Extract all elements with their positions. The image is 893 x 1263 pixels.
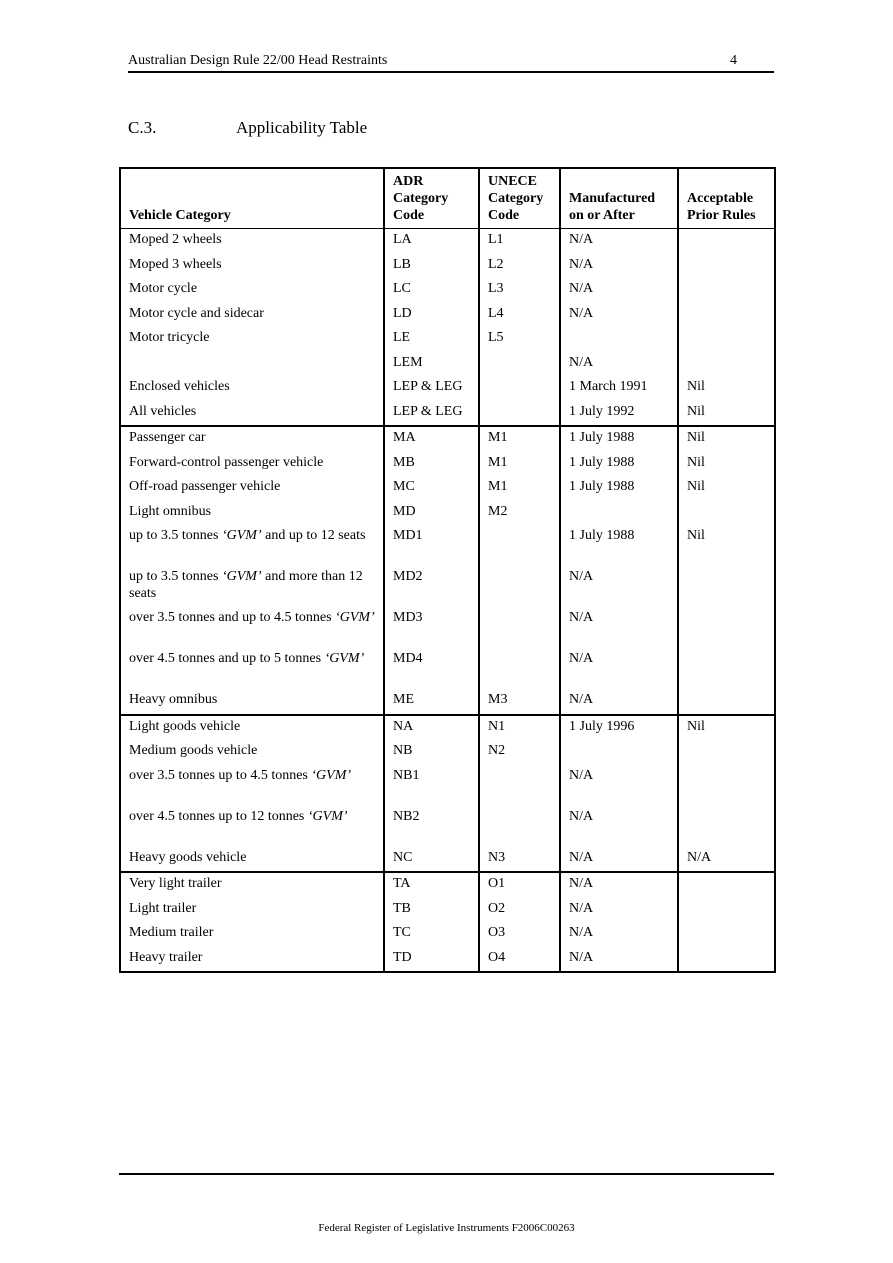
manufactured-cell: N/A	[560, 806, 678, 847]
adr-code-cell: MC	[384, 476, 479, 501]
table-row	[120, 648, 775, 689]
table-header-row	[120, 168, 775, 229]
vehicle-category-cell: over 4.5 tonnes up to 12 tonnes ‘GVM’	[120, 806, 384, 847]
page-number: 4	[730, 53, 737, 68]
prior-rules-cell	[678, 872, 775, 898]
prior-rules-cell: Nil	[678, 715, 775, 741]
prior-rules-cell: Nil	[678, 401, 775, 427]
unece-code-cell: N3	[479, 847, 560, 873]
section-number: C.3.	[128, 118, 157, 137]
vehicle-category-cell: over 3.5 tonnes up to 4.5 tonnes ‘GVM’	[120, 765, 384, 806]
vehicle-category-cell: Light goods vehicle	[120, 715, 384, 741]
unece-code-cell: N2	[479, 740, 560, 765]
vehicle-category-cell	[120, 352, 384, 377]
vehicle-category-cell: Light omnibus	[120, 501, 384, 526]
unece-code-cell	[479, 765, 560, 806]
prior-rules-cell	[678, 947, 775, 973]
table-row	[120, 278, 775, 303]
adr-code-cell: MD	[384, 501, 479, 526]
adr-code-cell: ME	[384, 689, 479, 715]
unece-code-cell: L3	[479, 278, 560, 303]
manufactured-cell: N/A	[560, 607, 678, 648]
header-vehicle-category: Vehicle Category	[120, 168, 384, 229]
header-unece-code: UNECE Category Code	[479, 168, 560, 229]
header-adr-code: ADR Category Code	[384, 168, 479, 229]
unece-code-cell	[479, 806, 560, 847]
vehicle-category-cell: Motor tricycle	[120, 327, 384, 352]
manufactured-cell: N/A	[560, 229, 678, 254]
unece-code-cell: O3	[479, 922, 560, 947]
adr-code-cell: NB	[384, 740, 479, 765]
adr-code-cell: LEP & LEG	[384, 401, 479, 427]
unece-code-cell: L2	[479, 254, 560, 279]
unece-code-cell	[479, 525, 560, 566]
vehicle-category-cell: up to 3.5 tonnes ‘GVM’ and up to 12 seats	[120, 525, 384, 566]
adr-code-cell: LE	[384, 327, 479, 352]
vehicle-category-cell: Medium goods vehicle	[120, 740, 384, 765]
table-row	[120, 303, 775, 328]
vehicle-category-cell: Motor cycle and sidecar	[120, 303, 384, 328]
prior-rules-cell	[678, 806, 775, 847]
vehicle-category-cell: Passenger car	[120, 426, 384, 452]
manufactured-cell: N/A	[560, 352, 678, 377]
running-head	[128, 52, 774, 73]
table-row	[120, 566, 775, 607]
unece-code-cell: M1	[479, 426, 560, 452]
adr-code-cell: TC	[384, 922, 479, 947]
table-row	[120, 501, 775, 526]
manufactured-cell: 1 July 1992	[560, 401, 678, 427]
unece-code-cell: L4	[479, 303, 560, 328]
manufactured-cell: N/A	[560, 689, 678, 715]
manufactured-cell: 1 March 1991	[560, 376, 678, 401]
adr-code-cell: MD3	[384, 607, 479, 648]
table-row	[120, 401, 775, 427]
prior-rules-cell	[678, 229, 775, 254]
unece-code-cell: N1	[479, 715, 560, 741]
prior-rules-cell	[678, 607, 775, 648]
prior-rules-cell: Nil	[678, 452, 775, 477]
manufactured-cell: 1 July 1988	[560, 525, 678, 566]
prior-rules-cell	[678, 689, 775, 715]
adr-code-cell: TD	[384, 947, 479, 973]
section-title: Applicability Table	[236, 118, 368, 137]
table-row	[120, 426, 775, 452]
unece-code-cell: M1	[479, 476, 560, 501]
vehicle-category-cell: Forward-control passenger vehicle	[120, 452, 384, 477]
table-row	[120, 922, 775, 947]
adr-code-cell: TB	[384, 898, 479, 923]
adr-code-cell: LD	[384, 303, 479, 328]
prior-rules-cell	[678, 740, 775, 765]
adr-code-cell: LEP & LEG	[384, 376, 479, 401]
manufactured-cell: N/A	[560, 847, 678, 873]
vehicle-category-cell: Light trailer	[120, 898, 384, 923]
table-row	[120, 376, 775, 401]
unece-code-cell	[479, 352, 560, 377]
vehicle-category-cell: Off-road passenger vehicle	[120, 476, 384, 501]
manufactured-cell: N/A	[560, 566, 678, 607]
unece-code-cell: O2	[479, 898, 560, 923]
prior-rules-cell	[678, 898, 775, 923]
prior-rules-cell	[678, 352, 775, 377]
table-row	[120, 806, 775, 847]
manufactured-cell	[560, 501, 678, 526]
unece-code-cell	[479, 648, 560, 689]
vehicle-category-cell: Heavy trailer	[120, 947, 384, 973]
manufactured-cell: N/A	[560, 254, 678, 279]
unece-code-cell: M2	[479, 501, 560, 526]
footer-rule	[119, 1173, 774, 1175]
unece-code-cell: L5	[479, 327, 560, 352]
prior-rules-cell: Nil	[678, 376, 775, 401]
prior-rules-cell: Nil	[678, 525, 775, 566]
adr-code-cell: NB2	[384, 806, 479, 847]
adr-code-cell: TA	[384, 872, 479, 898]
manufactured-cell: N/A	[560, 278, 678, 303]
manufactured-cell: 1 July 1996	[560, 715, 678, 741]
table-row	[120, 607, 775, 648]
adr-code-cell: MD2	[384, 566, 479, 607]
adr-code-cell: LA	[384, 229, 479, 254]
table-row	[120, 765, 775, 806]
manufactured-cell: N/A	[560, 303, 678, 328]
adr-code-cell: MA	[384, 426, 479, 452]
prior-rules-cell: N/A	[678, 847, 775, 873]
manufactured-cell: N/A	[560, 872, 678, 898]
vehicle-category-cell: Heavy omnibus	[120, 689, 384, 715]
manufactured-cell: N/A	[560, 922, 678, 947]
table-row	[120, 229, 775, 254]
vehicle-category-cell: Heavy goods vehicle	[120, 847, 384, 873]
adr-code-cell: LB	[384, 254, 479, 279]
vehicle-category-cell: Motor cycle	[120, 278, 384, 303]
prior-rules-cell: Nil	[678, 476, 775, 501]
manufactured-cell: N/A	[560, 765, 678, 806]
table-row	[120, 352, 775, 377]
prior-rules-cell	[678, 648, 775, 689]
unece-code-cell	[479, 401, 560, 427]
table-row	[120, 740, 775, 765]
adr-code-cell: LC	[384, 278, 479, 303]
prior-rules-cell	[678, 501, 775, 526]
prior-rules-cell	[678, 327, 775, 352]
unece-code-cell	[479, 566, 560, 607]
manufactured-cell: 1 July 1988	[560, 426, 678, 452]
vehicle-category-cell: All vehicles	[120, 401, 384, 427]
table-row	[120, 689, 775, 715]
table-row	[120, 476, 775, 501]
manufactured-cell: N/A	[560, 648, 678, 689]
table-row	[120, 525, 775, 566]
vehicle-category-cell: Medium trailer	[120, 922, 384, 947]
vehicle-category-cell: over 4.5 tonnes and up to 5 tonnes ‘GVM’	[120, 648, 384, 689]
unece-code-cell	[479, 376, 560, 401]
vehicle-category-cell: Enclosed vehicles	[120, 376, 384, 401]
manufactured-cell: 1 July 1988	[560, 476, 678, 501]
prior-rules-cell	[678, 566, 775, 607]
vehicle-category-cell: up to 3.5 tonnes ‘GVM’ and more than 12 seats	[120, 566, 384, 607]
vehicle-category-cell: Moped 3 wheels	[120, 254, 384, 279]
table-row	[120, 847, 775, 873]
table-row	[120, 947, 775, 973]
prior-rules-cell	[678, 278, 775, 303]
table-row	[120, 254, 775, 279]
prior-rules-cell	[678, 765, 775, 806]
unece-code-cell: L1	[479, 229, 560, 254]
unece-code-cell: M1	[479, 452, 560, 477]
manufactured-cell: 1 July 1988	[560, 452, 678, 477]
vehicle-category-cell: over 3.5 tonnes and up to 4.5 tonnes ‘GVM’	[120, 607, 384, 648]
manufactured-cell	[560, 740, 678, 765]
adr-code-cell: MB	[384, 452, 479, 477]
unece-code-cell: O4	[479, 947, 560, 973]
prior-rules-cell	[678, 922, 775, 947]
adr-code-cell: NC	[384, 847, 479, 873]
table-row	[120, 872, 775, 898]
table-row	[120, 327, 775, 352]
unece-code-cell: M3	[479, 689, 560, 715]
table-row	[120, 452, 775, 477]
unece-code-cell: O1	[479, 872, 560, 898]
unece-code-cell	[479, 607, 560, 648]
adr-code-cell: NB1	[384, 765, 479, 806]
prior-rules-cell: Nil	[678, 426, 775, 452]
adr-code-cell: NA	[384, 715, 479, 741]
manufactured-cell	[560, 327, 678, 352]
adr-code-cell: MD4	[384, 648, 479, 689]
vehicle-category-cell: Moped 2 wheels	[120, 229, 384, 254]
manufactured-cell: N/A	[560, 947, 678, 973]
vehicle-category-cell: Very light trailer	[120, 872, 384, 898]
prior-rules-cell	[678, 303, 775, 328]
adr-code-cell: MD1	[384, 525, 479, 566]
footer-text: Federal Register of Legislative Instruments F2006C00263	[318, 1222, 575, 1234]
adr-code-cell: LEM	[384, 352, 479, 377]
applicability-table	[119, 167, 776, 973]
header-manufactured: Manufactured on or After	[560, 168, 678, 229]
table-row	[120, 715, 775, 741]
table-row	[120, 898, 775, 923]
document-title: Australian Design Rule 22/00 Head Restraints	[128, 53, 388, 68]
manufactured-cell: N/A	[560, 898, 678, 923]
header-prior-rules: Acceptable Prior Rules	[678, 168, 775, 229]
prior-rules-cell	[678, 254, 775, 279]
